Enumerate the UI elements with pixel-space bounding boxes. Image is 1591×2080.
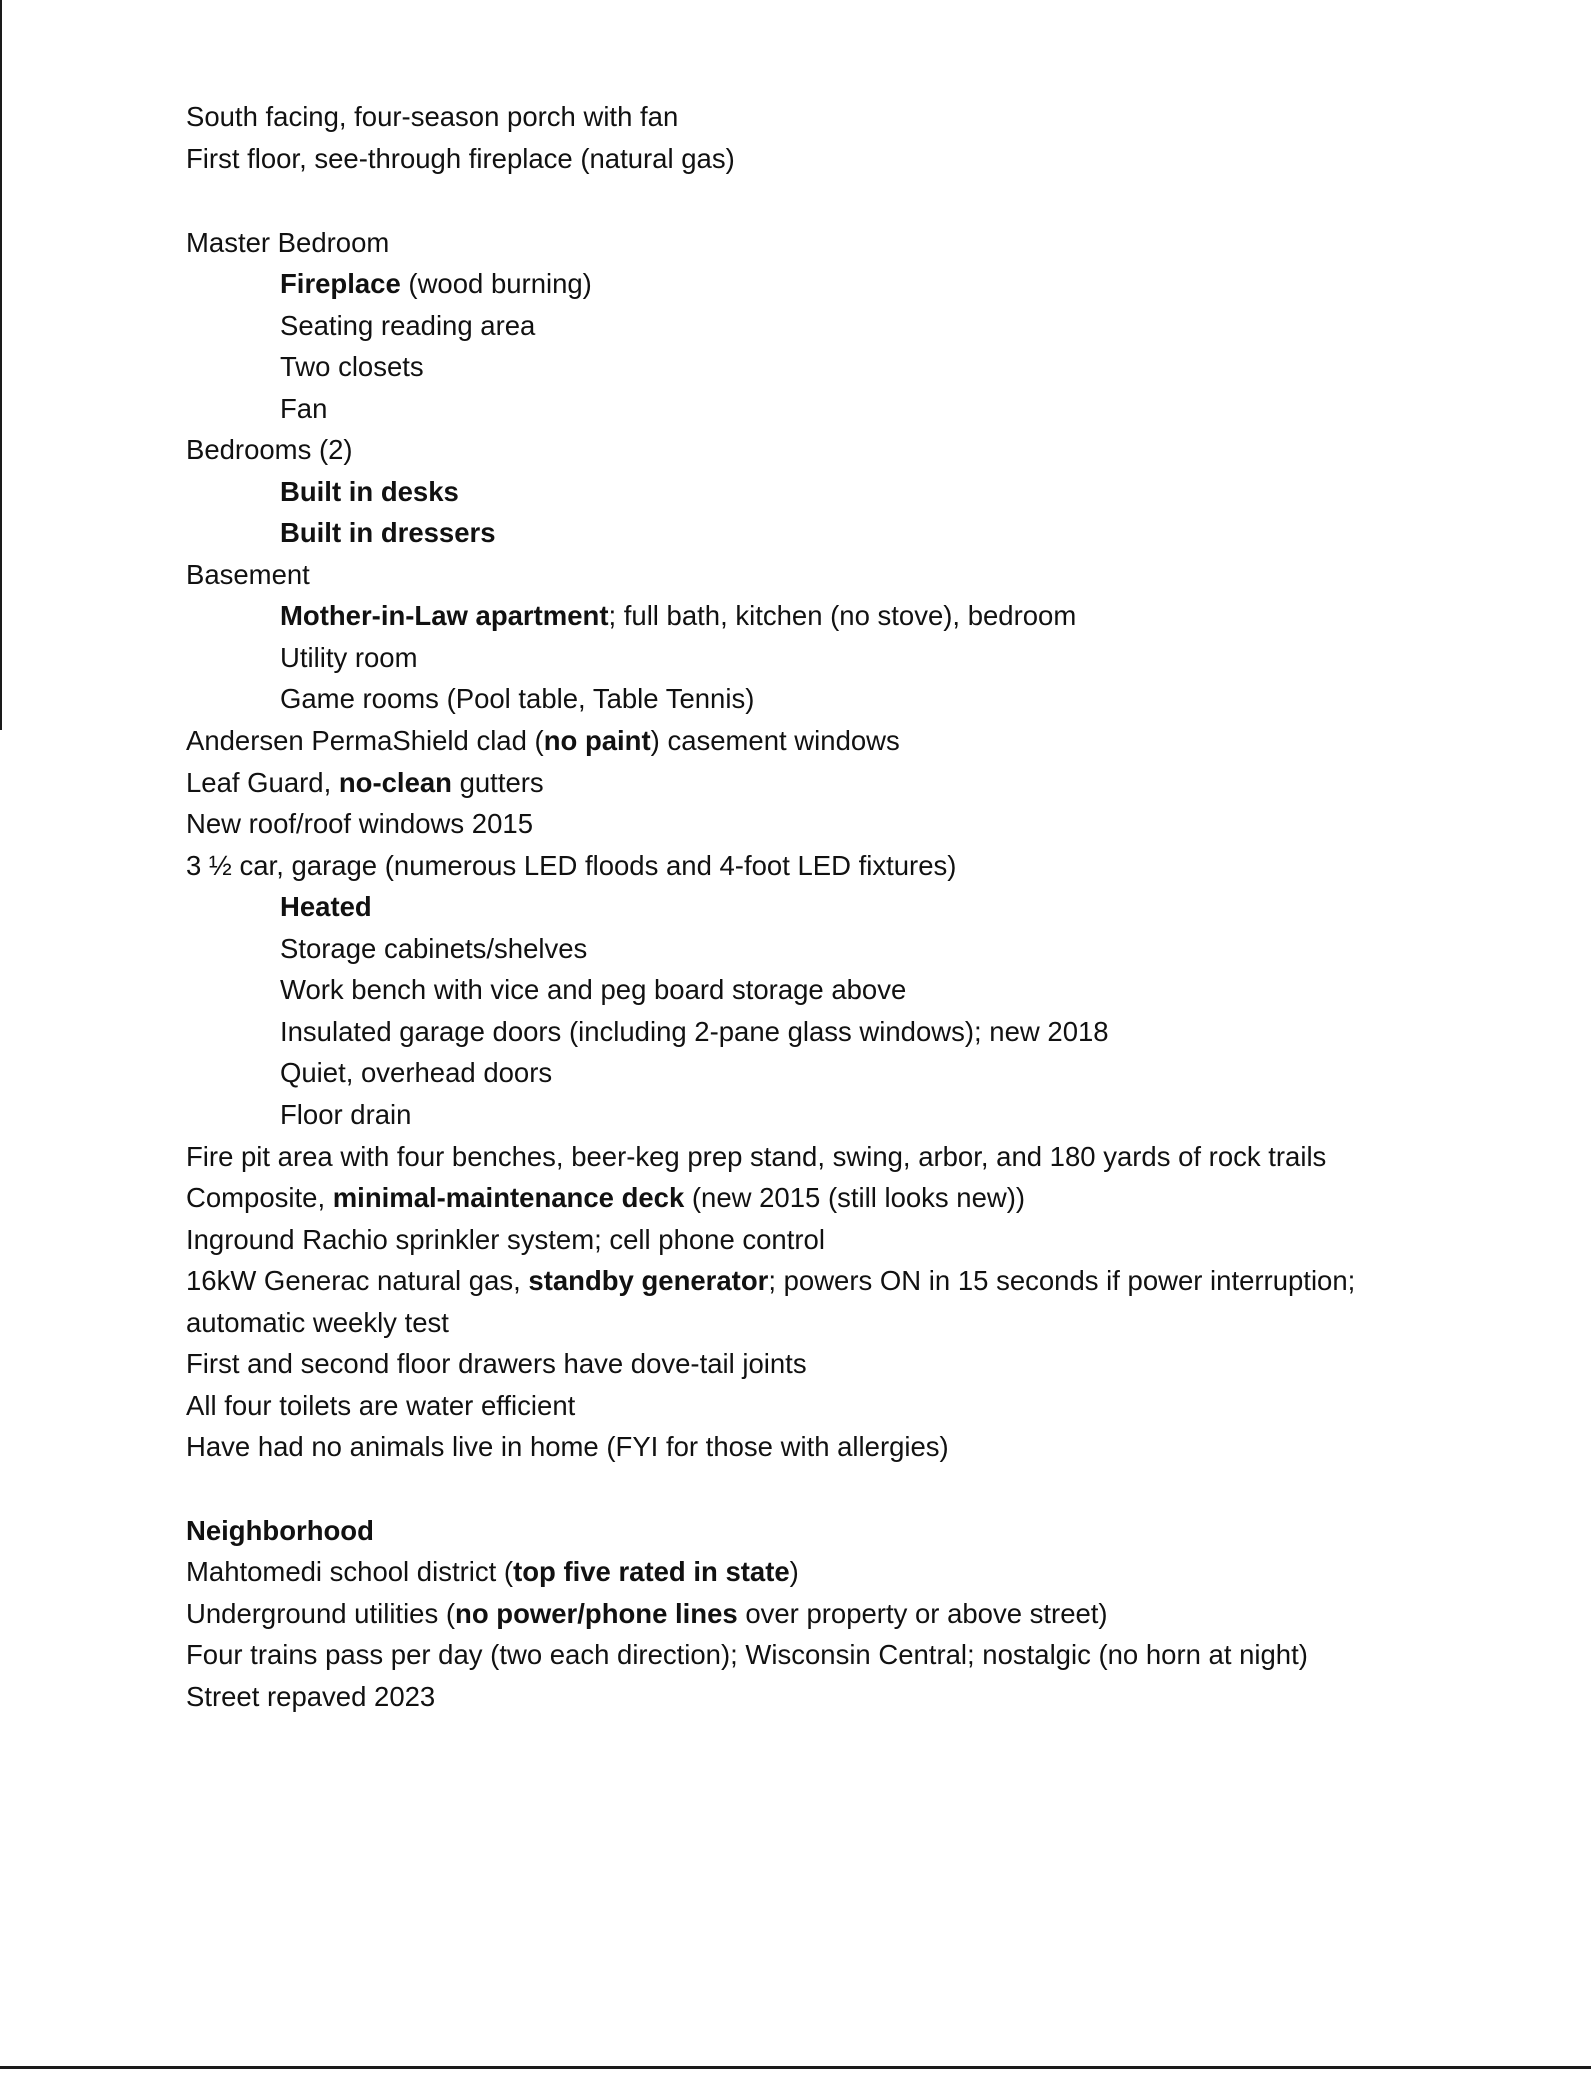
document-line xyxy=(186,1430,949,1464)
text-run: Quiet, overhead doors xyxy=(280,1057,553,1088)
text-run: automatic weekly test xyxy=(186,1307,449,1338)
text-run: Mahtomedi school district ( xyxy=(186,1556,514,1587)
document-line xyxy=(186,1306,449,1340)
document-line xyxy=(186,100,678,134)
text-run: ) casement windows xyxy=(650,725,900,756)
document-line xyxy=(186,433,353,467)
bold-text: Neighborhood xyxy=(186,1515,374,1546)
bold-text: Fireplace xyxy=(280,268,401,299)
text-run: Fan xyxy=(280,393,328,424)
document-line xyxy=(280,1015,1109,1049)
document-line xyxy=(280,516,496,550)
document-line xyxy=(186,142,735,176)
bold-text: Heated xyxy=(280,891,372,922)
document-line xyxy=(186,724,900,758)
text-run: Andersen PermaShield clad ( xyxy=(186,725,544,756)
text-run: Game rooms (Pool table, Table Tennis) xyxy=(280,683,755,714)
text-run: South facing, four-season porch with fan xyxy=(186,101,679,132)
document-line xyxy=(186,1389,575,1423)
text-run: Have had no animals live in home (FYI for those with allergies) xyxy=(186,1431,949,1462)
text-run: Composite, xyxy=(186,1182,333,1213)
text-run: ; powers ON in 15 seconds if power interruption; xyxy=(768,1265,1356,1296)
text-run: Four trains pass per day (two each direction); Wisconsin Central; nostalgic (no horn at night) xyxy=(186,1639,1308,1670)
scan-edge-left xyxy=(0,0,2,730)
document-line xyxy=(280,475,459,509)
bold-text: no power/phone lines xyxy=(455,1598,738,1629)
section-heading xyxy=(186,1514,374,1548)
document-line xyxy=(186,1680,435,1714)
document-line xyxy=(280,973,906,1007)
bold-text: Built in desks xyxy=(280,476,459,507)
document-line xyxy=(186,1638,1308,1672)
document-line xyxy=(186,807,533,841)
text-run: Basement xyxy=(186,559,310,590)
bold-text: top five rated in state xyxy=(513,1556,790,1587)
document-line xyxy=(280,682,754,716)
text-run: Master Bedroom xyxy=(186,227,390,258)
bold-text: minimal-maintenance deck xyxy=(332,1182,685,1213)
document-line xyxy=(280,309,535,343)
text-run: First and second floor drawers have dove-tail joints xyxy=(186,1348,807,1379)
text-run: over property or above street) xyxy=(737,1598,1108,1629)
document-line xyxy=(186,1223,825,1257)
text-run: ; full bath, kitchen (no stove), bedroom xyxy=(608,600,1077,631)
text-run: Leaf Guard, xyxy=(186,767,339,798)
document-line xyxy=(186,1555,799,1589)
document-line xyxy=(186,1140,1326,1174)
text-run: Two closets xyxy=(280,351,424,382)
document-line xyxy=(186,226,389,260)
text-run: First floor, see-through fireplace (natural gas) xyxy=(186,143,735,174)
text-run: gutters xyxy=(451,767,544,798)
text-run: ) xyxy=(789,1556,799,1587)
scan-edge-bottom xyxy=(0,2066,1591,2069)
document-line xyxy=(280,1056,552,1090)
document-line xyxy=(280,932,587,966)
text-run: Fire pit area with four benches, beer-keg prep stand, swing, arbor, and 180 yards of rock trails xyxy=(186,1141,1327,1172)
document-line xyxy=(280,1098,411,1132)
bold-text: no-clean xyxy=(338,767,452,798)
text-run: Street repaved 2023 xyxy=(186,1681,436,1712)
bold-text: standby generator xyxy=(528,1265,769,1296)
document-line xyxy=(280,890,372,924)
text-run: Underground utilities ( xyxy=(186,1598,456,1629)
document-line xyxy=(280,350,424,384)
document-line xyxy=(186,849,956,883)
text-run: New roof/roof windows 2015 xyxy=(186,808,533,839)
document-line xyxy=(186,1347,807,1381)
document-line xyxy=(186,1264,1355,1298)
text-run: Inground Rachio sprinkler system; cell phone control xyxy=(186,1224,825,1255)
document-line xyxy=(186,558,310,592)
document-line xyxy=(280,641,418,675)
text-run: Seating reading area xyxy=(280,310,536,341)
document-line xyxy=(280,267,592,301)
text-run: Bedrooms (2) xyxy=(186,434,353,465)
text-run: 3 ½ car, garage (numerous LED floods and 4-foot LED fixtures) xyxy=(186,850,957,881)
text-run: Work bench with vice and peg board storage above xyxy=(280,974,907,1005)
text-run: All four toilets are water efficient xyxy=(186,1390,576,1421)
bold-text: Built in dressers xyxy=(280,517,496,548)
text-run: Storage cabinets/shelves xyxy=(280,933,588,964)
text-run: Floor drain xyxy=(280,1099,412,1130)
text-run: (new 2015 (still looks new)) xyxy=(684,1182,1026,1213)
text-run: (wood burning) xyxy=(400,268,592,299)
document-line xyxy=(186,1181,1025,1215)
text-run: Insulated garage doors (including 2-pane glass windows); new 2018 xyxy=(280,1016,1109,1047)
document-line xyxy=(280,599,1076,633)
document-line xyxy=(280,392,327,426)
text-run: Utility room xyxy=(280,642,418,673)
document-line xyxy=(186,1597,1108,1631)
bold-text: no paint xyxy=(543,725,651,756)
document-line xyxy=(186,766,544,800)
bold-text: Mother-in-Law apartment xyxy=(280,600,609,631)
text-run: 16kW Generac natural gas, xyxy=(186,1265,529,1296)
